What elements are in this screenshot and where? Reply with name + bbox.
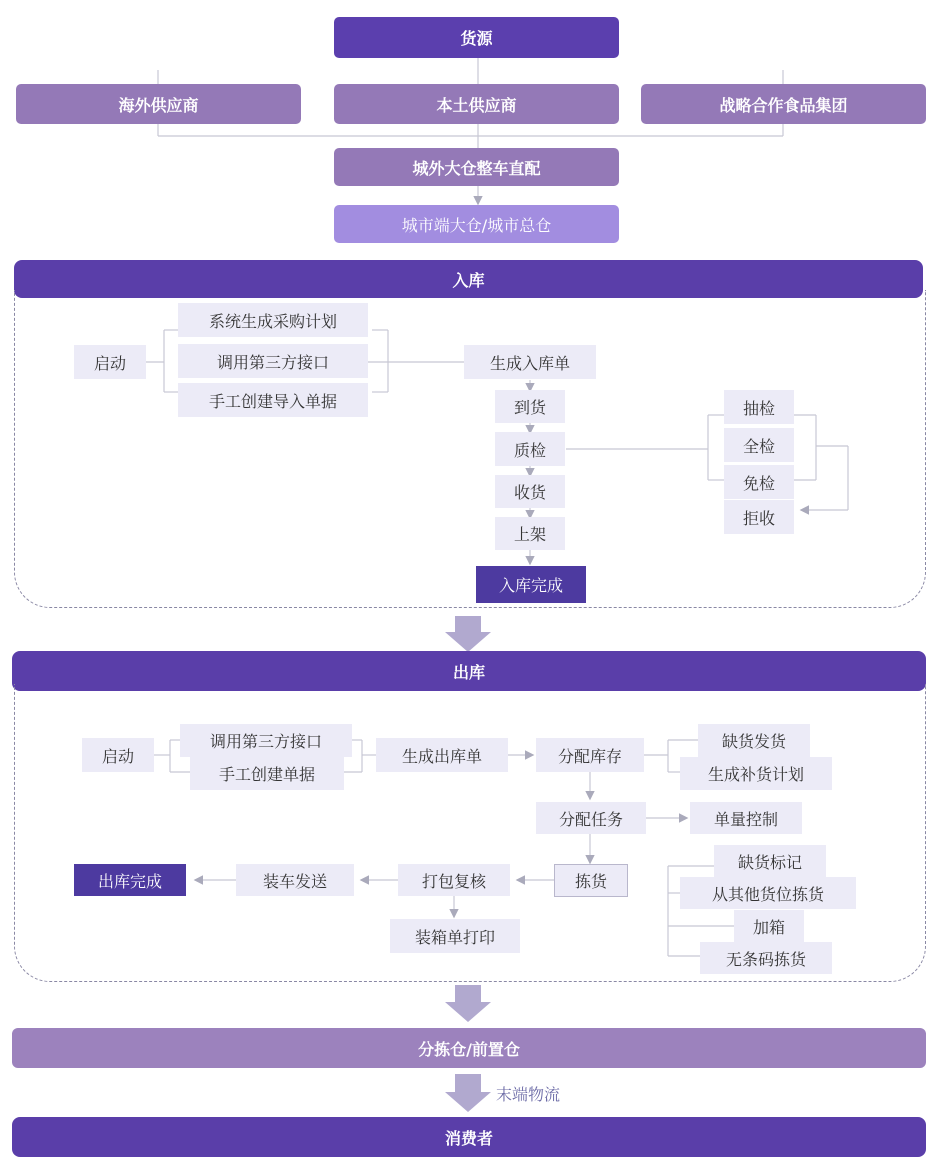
local-supplier-box: 本土供应商	[334, 84, 619, 124]
inbound-done: 入库完成	[476, 566, 586, 603]
source-box: 货源	[334, 17, 619, 58]
inbound-arrive: 到货	[495, 390, 565, 423]
outbound-no-barcode: 无条码拣货	[700, 942, 832, 974]
inbound-manual: 手工创建导入单据	[178, 383, 368, 417]
inbound-header: 入库	[14, 260, 923, 298]
outbound-short-mark: 缺货标记	[714, 845, 826, 877]
outbound-api: 调用第三方接口	[180, 724, 352, 757]
overseas-supplier-box: 海外供应商	[16, 84, 301, 124]
outbound-alloc-task: 分配任务	[536, 802, 646, 834]
outbound-add-box: 加箱	[734, 910, 804, 942]
outbound-replenish: 生成补货计划	[680, 757, 832, 790]
outbound-load: 装车发送	[236, 864, 354, 896]
inbound-plan: 系统生成采购计划	[178, 303, 368, 337]
outbound-start: 启动	[82, 738, 154, 772]
inbound-api: 调用第三方接口	[178, 344, 368, 378]
outbound-pick: 拣货	[554, 864, 628, 897]
outbound-short-ship: 缺货发货	[698, 724, 810, 757]
last-mile-label: 末端物流	[496, 1085, 561, 1104]
inbound-exempt: 免检	[724, 465, 794, 499]
inbound-receive: 收货	[495, 475, 565, 508]
inbound-order: 生成入库单	[464, 345, 596, 379]
outbound-alloc-stock: 分配库存	[536, 738, 644, 772]
outbound-done: 出库完成	[74, 864, 186, 896]
outbound-box-print: 装箱单打印	[390, 919, 520, 953]
consumer-band: 消费者	[12, 1117, 926, 1157]
outbound-order: 生成出库单	[376, 738, 508, 772]
city-warehouse-box: 城市端大仓/城市总仓	[334, 205, 619, 243]
inbound-reject: 拒收	[724, 500, 794, 534]
outbound-single-control: 单量控制	[690, 802, 802, 834]
outbound-manual: 手工创建单据	[190, 757, 344, 790]
strategic-partner-box: 战略合作食品集团	[641, 84, 926, 124]
outbound-header: 出库	[12, 651, 926, 691]
inbound-full: 全检	[724, 428, 794, 462]
sorting-warehouse-band: 分拣仓/前置仓	[12, 1028, 926, 1068]
inbound-qc: 质检	[495, 432, 565, 466]
inbound-start: 启动	[74, 345, 146, 379]
outbound-other-location: 从其他货位拣货	[680, 877, 856, 909]
direct-delivery-box: 城外大仓整车直配	[334, 148, 619, 186]
outbound-pack: 打包复核	[398, 864, 510, 896]
inbound-sample: 抽检	[724, 390, 794, 424]
inbound-shelve: 上架	[495, 517, 565, 550]
